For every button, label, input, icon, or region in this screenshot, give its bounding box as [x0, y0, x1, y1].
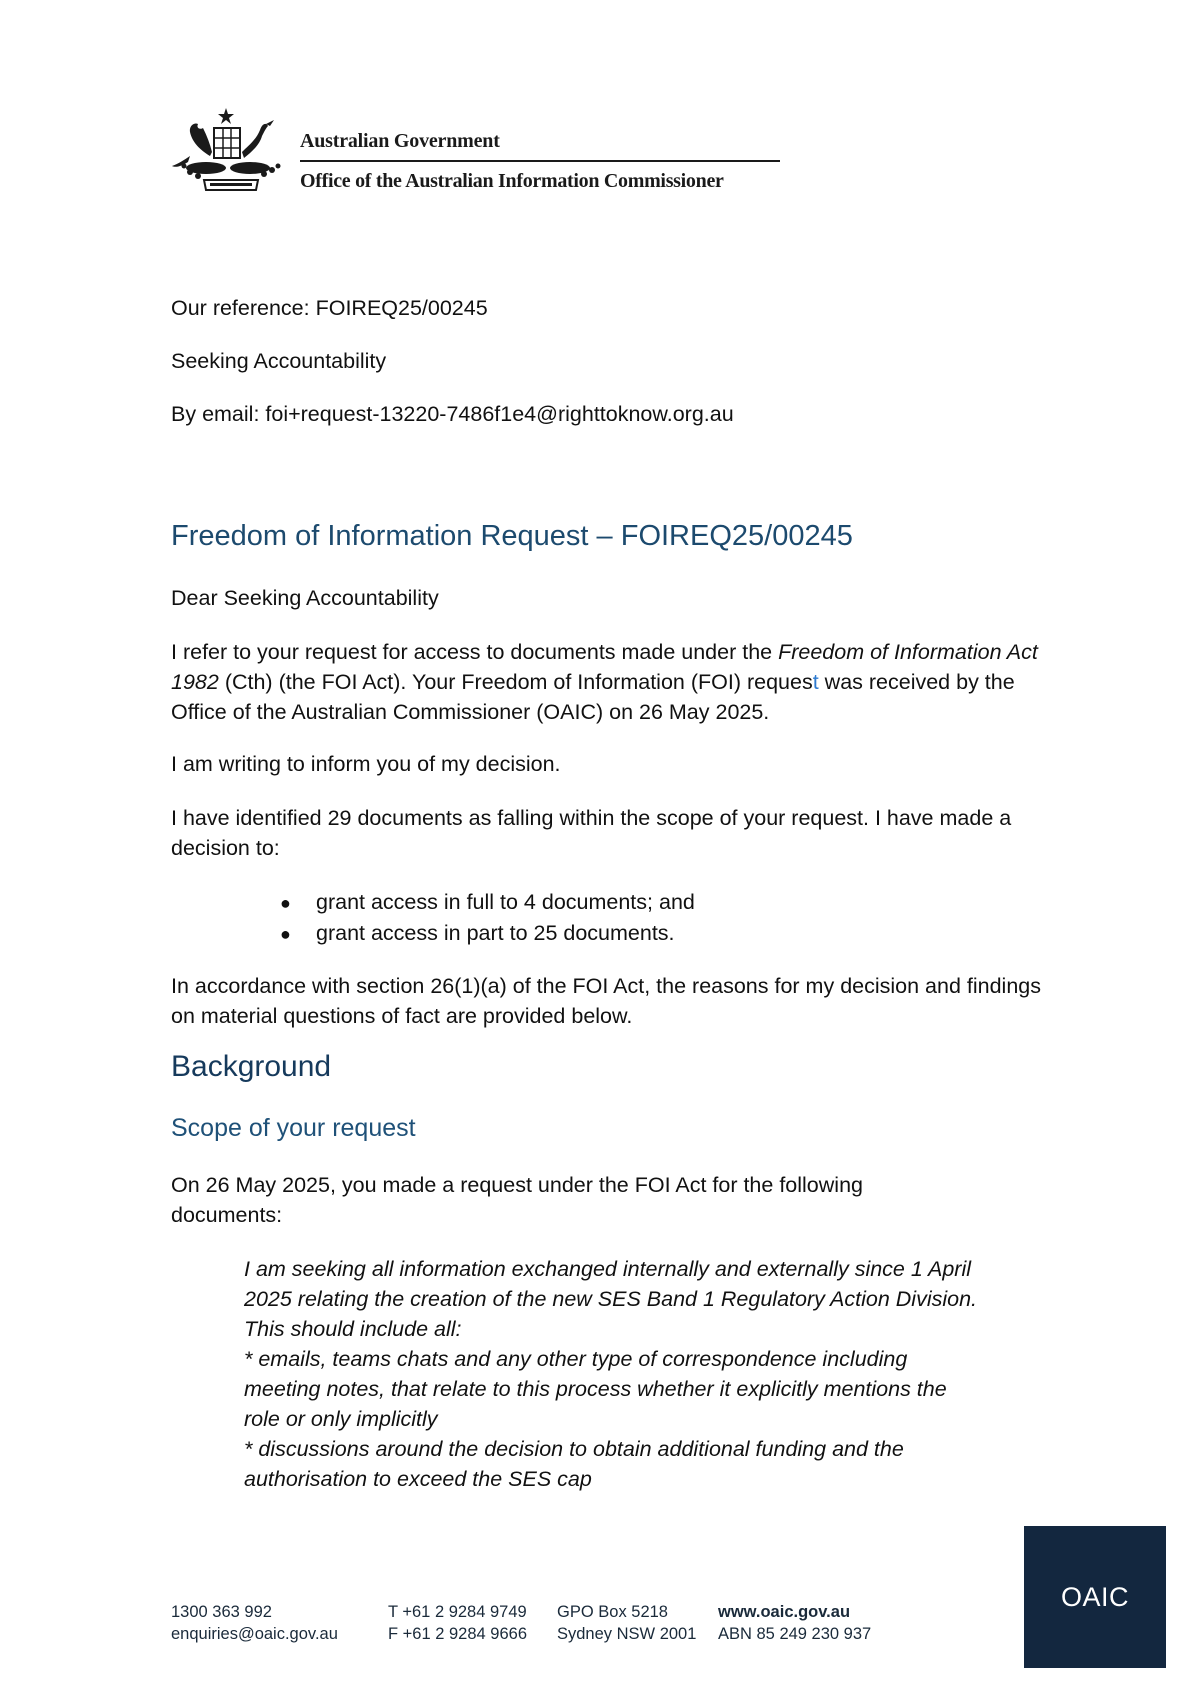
- footer-web: [718, 1601, 871, 1645]
- footer-tel: T +61 2 9284 9749: [388, 1603, 527, 1621]
- quote-line: * discussions around the decision to obtain additional funding and the: [244, 1437, 904, 1461]
- footer-phone: 1300 363 992: [171, 1603, 272, 1621]
- reasons-paragraph: In accordance with section 26(1)(a) of the FOI Act, the reasons for my decision and findings on material questions of fact are provided below.: [171, 974, 1041, 1028]
- footer-fax: F +61 2 9284 9666: [388, 1625, 527, 1643]
- header-divider: [300, 160, 780, 162]
- recipient-email: By email: foi+request-13220-7486f1e4@righttoknow.org.au: [171, 402, 734, 426]
- request-paragraph: On 26 May 2025, you made a request under the FOI Act for the following documents:: [171, 1173, 863, 1227]
- footer-phones: [388, 1601, 527, 1645]
- decision-list: [280, 887, 695, 949]
- footer-email: enquiries@oaic.gov.au: [171, 1625, 338, 1643]
- bullet-icon: ●: [280, 893, 291, 913]
- recipient-name: Seeking Accountability: [171, 349, 387, 373]
- heading-scope: Scope of your request: [171, 1114, 416, 1142]
- quote-line: * emails, teams chats and any other type of correspondence including: [244, 1347, 908, 1371]
- identified-paragraph: I have identified 29 documents as falling within the scope of your request. I have made a decision to:: [171, 806, 1012, 860]
- letter-title: Freedom of Information Request – FOIREQ25/00245: [171, 520, 853, 552]
- heading-background: Background: [171, 1050, 332, 1083]
- office-name: Office of the Australian Information Commissioner: [300, 169, 724, 192]
- act-name: Freedom of Information Act 1982: [171, 640, 1038, 694]
- intro-text-link-char: t: [812, 670, 819, 694]
- bullet-icon: ●: [280, 924, 291, 944]
- government-name: Australian Government: [300, 130, 500, 152]
- request-quote: [244, 1254, 1044, 1494]
- list-item-text: grant access in full to 4 documents; and: [316, 890, 695, 914]
- intro-text-middle: (Cth) (the FOI Act). Your Freedom of Information (FOI) reques: [218, 670, 813, 694]
- footer-website: www.oaic.gov.au: [718, 1603, 851, 1621]
- quote-line: I am seeking all information exchanged internally and externally since 1 April: [244, 1257, 972, 1281]
- intro-paragraph: [171, 637, 1051, 727]
- intro-text-end: was received by the Office of the Australian Commissioner (OAIC) on 26 May 2025.: [171, 670, 1015, 724]
- footer-abn: ABN 85 249 230 937: [718, 1625, 872, 1643]
- quote-line: role or only implicitly: [244, 1407, 438, 1431]
- footer-po-box: GPO Box 5218: [557, 1603, 668, 1621]
- government-branding: [300, 130, 780, 193]
- salutation: Dear Seeking Accountability: [171, 586, 439, 610]
- footer-contact: [171, 1601, 338, 1645]
- list-item: [280, 887, 695, 918]
- footer-city: Sydney NSW 2001: [557, 1625, 697, 1643]
- list-item-text: grant access in part to 25 documents.: [316, 921, 675, 945]
- footer-address: [557, 1601, 696, 1645]
- quote-line: meeting notes, that relate to this process whether it explicitly mentions the: [244, 1377, 947, 1401]
- oaic-badge-text: OAIC: [1060, 1581, 1129, 1612]
- decision-paragraph: I am writing to inform you of my decision.: [171, 752, 561, 776]
- quote-line: authorisation to exceed the SES cap: [244, 1467, 592, 1491]
- coat-of-arms-icon: [170, 106, 292, 196]
- quote-line: This should include all:: [244, 1317, 462, 1341]
- quote-line: 2025 relating the creation of the new SES Band 1 Regulatory Action Division.: [244, 1287, 978, 1311]
- oaic-badge: [1024, 1526, 1166, 1668]
- reference-line: Our reference: FOIREQ25/00245: [171, 296, 488, 320]
- list-item: [280, 918, 695, 949]
- intro-text-start: I refer to your request for access to documents made under the: [171, 640, 779, 664]
